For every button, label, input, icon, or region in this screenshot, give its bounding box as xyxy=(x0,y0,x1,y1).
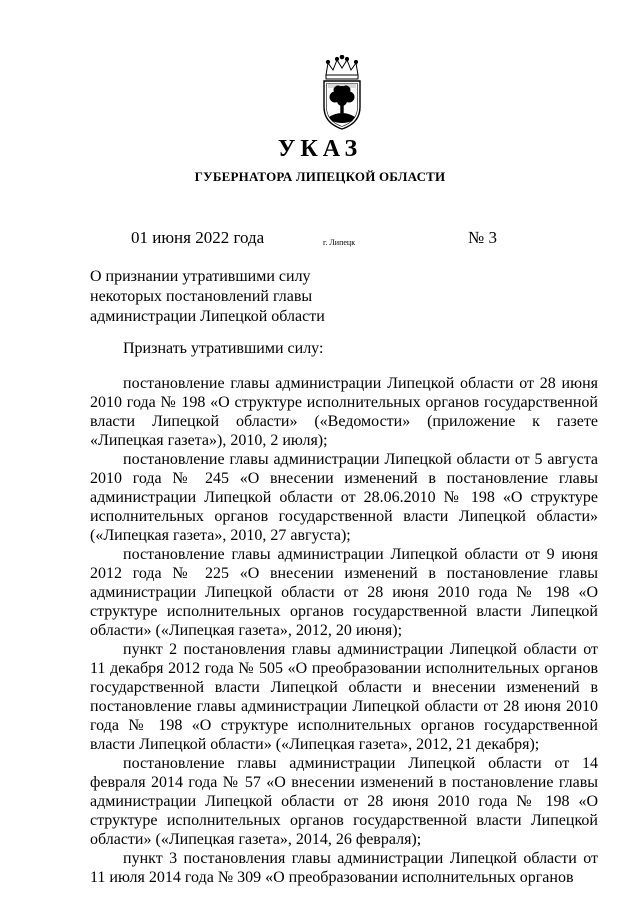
decree-place: г. Липецк xyxy=(323,238,356,247)
lead-sentence: Признать утратившими силу: xyxy=(123,340,324,357)
decree-date: 01 июня 2022 года xyxy=(131,228,265,247)
lipetsk-coat-of-arms-icon xyxy=(318,55,366,131)
decree-body xyxy=(90,374,598,887)
decree-number: № 3 xyxy=(468,228,497,247)
body-paragraph: пункт 2 постановления главы администрации Липецкой области от 11 декабря 2012 года № 505 «О преобразовании исполнительных органов государственной власти Липецкой области и внесении изменений в постановление главы администрации Липецкой области от 28 июня 2010 года № 198 «О структуре исполнительных органов государственной власти Липецкой области» («Липецкая газета», 2012, 21 декабря); xyxy=(90,641,598,753)
document-subtitle: ГУБЕРНАТОРА ЛИПЕЦКОЙ ОБЛАСТИ xyxy=(194,169,446,184)
body-paragraph: постановление главы администрации Липецкой области от 9 июня 2012 года № 225 «О внесении изменений в постановление главы администрации Липецкой области от 28 июня 2010 года № 198 «О структуре исполнительных органов государственной власти Липецкой области» («Липецкая газета», 2012, 20 июня); xyxy=(90,546,598,639)
decree-subject xyxy=(90,267,350,327)
body-paragraph: пункт 3 постановления главы администрации Липецкой области от 11 июля 2014 года № 309 «О преобразовании исполнительных органов xyxy=(90,850,598,886)
subject-line: администрации Липецкой области xyxy=(90,308,325,325)
body-paragraph: постановление главы администрации Липецкой области от 5 августа 2010 года № 245 «О внесении изменений в постановление главы администрации Липецкой области от 28.06.2010 № 198 «О структуре исполнительных органов государственной власти Липецкой области» («Липецкая газета», 2010, 27 августа); xyxy=(90,451,598,544)
body-paragraph: постановление главы администрации Липецкой области от 28 июня 2010 года № 198 «О структуре исполнительных органов государственной власти Липецкой области» («Ведомости» (приложение к газете «Липецкая газета»), 2010, 2 июля); xyxy=(90,375,598,449)
subject-line: О признании утратившими силу xyxy=(90,268,311,285)
body-paragraph: постановление главы администрации Липецкой области от 14 февраля 2014 года № 57 «О внесении изменений в постановление главы администрации Липецкой области от 28 июня 2010 года № 198 «О структуре исполнительных органов государственной власти Липецкой области» («Липецкая газета», 2014, 26 февраля); xyxy=(90,755,598,848)
subject-line: некоторых постановлений главы xyxy=(90,288,313,305)
document-title: УКАЗ xyxy=(277,136,363,162)
